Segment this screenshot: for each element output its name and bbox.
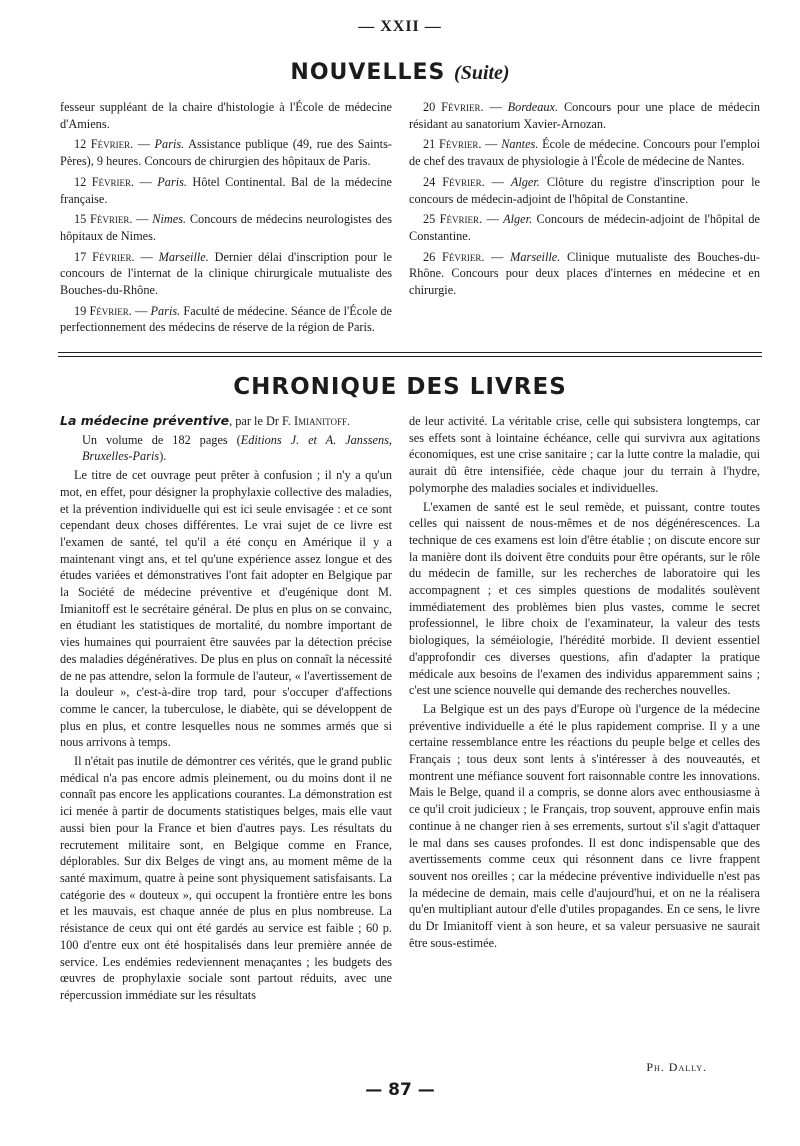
news-item bbox=[409, 211, 760, 244]
news-separator: — bbox=[484, 249, 511, 264]
book-description bbox=[60, 432, 392, 465]
news-city: Paris. bbox=[157, 174, 188, 189]
news-text: Clôture du registre d'inscription pour le concours de médecin-adjoint de l'hôpital de Constantine. bbox=[409, 174, 760, 206]
news-city: Nimes. bbox=[152, 212, 187, 227]
review-paragraph: de leur activité. La véritable crise, celle qui subsistera longtemps, car ses effets sont à lointaine échéance, celle qui survivra aux agitations économiques, est une crise sanitaire ; car la lutte contre la maladie, qui aurait dû être intensifiée, cède chaque jour du terrain à l'hydre, polymorphe des maladies sociales et individuelles. bbox=[409, 414, 760, 495]
news-city: Bordeaux. bbox=[507, 100, 559, 114]
news-date: 19 Février. bbox=[74, 303, 132, 318]
news-text: Concours de médecins neurologistes des hôpitaux de Nimes. bbox=[60, 212, 392, 243]
book-title: La médecine préventive bbox=[60, 413, 230, 428]
news-separator: — bbox=[131, 303, 151, 318]
review-paragraph: Le titre de cet ouvrage peut prêter à confusion ; il n'y a qu'un mot, en effet, pour désigner la prophylaxie collective des maladies, et la prévention individuelle qui est ici seule envisagée : et ce sont cependant deux choses différentes. Le vrai sujet de ce livre est l'examen de santé, tel qu'il a été conçu en Amérique il y a maintenant vingt ans, et tel qu'une expérience assez longue et des études variées et démonstratives l'ont fait adopter en Belgique par la Société de médecine préventive et d'eugénique dont M. Imianitoff est le secrétaire général. De plus en plus on se convainc, en étudiant les statistiques de mortalité, du nombre important de vies humaines qui pourraient être sauvées par la détection précise des maladies dégénératives. De plus en plus on connaît la nécessité de ne pas attendre, selon la formule de l'auteur, « l'avertissement de la douleur », c'est-à-dire trop tard, pour s'occuper d'affections comme le cancer, la tuberculose, le diabète, qui se développent de plus en plus, et contre lesquelles nous ne sommes armés que si nous arrivons à temps. bbox=[60, 468, 392, 750]
news-separator: — bbox=[134, 249, 159, 264]
news-date: 20 Février. bbox=[423, 100, 484, 114]
news-item bbox=[60, 303, 392, 336]
nouvelles-heading-suite: (Suite) bbox=[454, 62, 510, 84]
news-item bbox=[60, 211, 392, 244]
news-date: 12 Février. bbox=[74, 137, 134, 152]
news-date: 24 Février. bbox=[423, 174, 485, 189]
news-separator: — bbox=[133, 137, 155, 152]
book-desc-start: Un volume de 182 pages ( bbox=[82, 432, 241, 447]
news-text: Concours de médecin-adjoint de l'hôpital de Constantine. bbox=[409, 212, 760, 243]
news-date: 15 Février. bbox=[74, 212, 133, 227]
review-signature: Ph. Dally. bbox=[646, 1060, 707, 1074]
roman-folio: — XXII — bbox=[358, 18, 442, 35]
news-item bbox=[60, 99, 392, 132]
nouvelles-heading bbox=[0, 60, 800, 85]
book-author: F. Imianitoff. bbox=[282, 414, 351, 428]
news-text: fesseur suppléant de la chaire d'histologie à l'École de médecine d'Amiens. bbox=[60, 100, 392, 131]
review-paragraph: Il n'était pas inutile de démontrer ces vérités, que le grand public médical n'a pas encore admis pleinement, ou du moins dont il ne connaît pas encore les applications courantes. La démonstration est ici menée à partir de documents statistiques belges, mais elle vaut aussi bien pour la France et bien d'autres pays. Les résultats du recrutement militaire sont, en Belgique comme en France, déplorables. Sur dix Belges de vingt ans, au moment même de la santé maximum, quatre à peine sont physiquement satisfaisants. La catégorie des « douteux », qui occupent la frontière entre les bons et les mauvais, est chaque année de plus en plus nombreuse. La résistance de ceux qui ont été gardés au service est faible ; 60 p. 100 d'entre eux ont été hospitalisés dans leur première année de service. Les endémies redeviennent menaçantes ; les budgets des œuvres de prophylaxie sociale sont partout réduits, avec une répercussion immédiate sur les résultats bbox=[60, 754, 392, 1002]
news-separator: — bbox=[132, 212, 153, 227]
news-city: Paris. bbox=[154, 137, 185, 152]
news-separator: — bbox=[483, 100, 508, 114]
news-date: 17 Février. bbox=[74, 249, 135, 264]
section-divider-bottom bbox=[58, 356, 762, 357]
news-text: Clinique mutualiste des Bouches-du-Rhône. Concours pour deux places d'internes en médecine et en chirurgie. bbox=[409, 249, 760, 298]
review-paragraph: L'examen de santé est le seul remède, et puissant, contre toutes celles qui naissent de nous-mêmes et de nos dégénérescences. La technique de ces examens est loin d'être établie ; on discute encore sur la manière dont ils doivent être conduits pour être opérants, sur le rôle du médecin de famille, sur les recherches de laboratoire qui les accompagnent ; et ces simples questions de modalités soulèvent immédiatement des problèmes bien plus vastes, comme le secret professionnel, le libre choix de l'examinateur, la valeur des tests biologiques, la séméiologie, l'hérédité morbide. Il devient essentiel d'approfondir ces diverses questions, afin d'adapter la pratique médicale aux besoins de l'examen des individus apparemment sains ; c'est une science nouvelle qui demande des recherches nouvelles. bbox=[409, 499, 760, 698]
news-city: Marseille. bbox=[158, 249, 209, 264]
news-item bbox=[409, 136, 760, 169]
news-text: Hôtel Continental. Bal de la médecine française. bbox=[60, 174, 392, 206]
news-item bbox=[60, 174, 392, 207]
news-city: Alger. bbox=[510, 174, 540, 189]
chronique-right-column bbox=[409, 413, 760, 954]
chronique-left-column bbox=[60, 413, 392, 1006]
news-separator: — bbox=[481, 137, 502, 152]
news-text: Assistance publique (49, rue des Saints-Pères), 9 heures. Concours de chirurgien des hôpitaux de Paris. bbox=[60, 137, 392, 169]
news-item bbox=[409, 99, 760, 132]
news-item bbox=[60, 136, 392, 169]
news-date: 12 Février. bbox=[74, 174, 135, 189]
news-item bbox=[409, 249, 760, 299]
section-divider-top bbox=[58, 352, 762, 353]
news-separator: — bbox=[134, 174, 158, 189]
news-item bbox=[409, 174, 760, 207]
news-city: Marseille. bbox=[510, 249, 561, 264]
news-city: Paris. bbox=[150, 303, 181, 318]
book-by: , par le Dr bbox=[229, 414, 283, 428]
news-item bbox=[60, 249, 392, 299]
page-number: — 87 — bbox=[365, 1080, 435, 1100]
news-city: Nantes. bbox=[501, 137, 539, 152]
nouvelles-heading-text: NOUVELLES bbox=[290, 60, 446, 85]
news-separator: — bbox=[484, 174, 511, 189]
news-city: Alger. bbox=[503, 212, 533, 227]
review-paragraph: La Belgique est un des pays d'Europe où l'urgence de la médecine préventive individuelle a été le plus rapidement comprise. Il y a une certaine ressemblance entre les réactions du peuple belge et celles des Français ; tous deux sont lents à s'intéresser à des nouveautés, et montrent une méfiance souvent fort raisonnable contre les innovations. Mais le Belge, quand il a compris, se donne alors avec enthousiasme à ce qu'il croit judicieux ; le Français, trop souvent, approuve enfin mais continue à ne changer rien à ses errements, surtout s'il s'agit d'attaquer le mal dans ses causes profondes. Il est donc indispensable que des avertissements comme ceux qui résonnent dans ce livre frappent souvent nos oreilles ; car la médecine préventive individuelle n'est pas la médecine de demain, mais celle d'aujourd'hui, et on ne la réalisera qu'en multipliant autour d'elle d'utiles propagandes. En ce sens, le livre du Dr Imianitoff vient à son heure, et sa valeur persuasive ne saurait être sous-estimée. bbox=[409, 701, 760, 950]
news-date: 25 Février. bbox=[423, 212, 483, 227]
news-text: École de médecine. Concours pour l'emploi de chef des travaux de physiologie à l'École de médecine de Nantes. bbox=[409, 137, 760, 169]
chronique-heading: CHRONIQUE DES LIVRES bbox=[233, 374, 567, 400]
nouvelles-right-column bbox=[409, 99, 760, 303]
news-separator: — bbox=[482, 212, 504, 227]
book-desc-end: ). bbox=[159, 449, 167, 464]
news-text: Dernier délai d'inscription pour le concours de l'internat de la clinique chirurgicale mutualiste des Bouches-du-Rhône. bbox=[60, 249, 392, 298]
book-publisher: Editions J. et A. Janssens, Bruxelles-Paris bbox=[82, 432, 392, 464]
news-date: 26 Février. bbox=[423, 249, 485, 264]
news-text: Faculté de médecine. Séance de l'École de perfectionnement des médecins de réserve de la région de Paris. bbox=[60, 303, 392, 335]
news-date: 21 Février. bbox=[423, 137, 482, 152]
news-text: Concours pour une place de médecin résidant au sanatorium Xavier-Arnozan. bbox=[409, 100, 760, 131]
book-reference bbox=[60, 413, 392, 430]
nouvelles-left-column bbox=[60, 99, 392, 340]
